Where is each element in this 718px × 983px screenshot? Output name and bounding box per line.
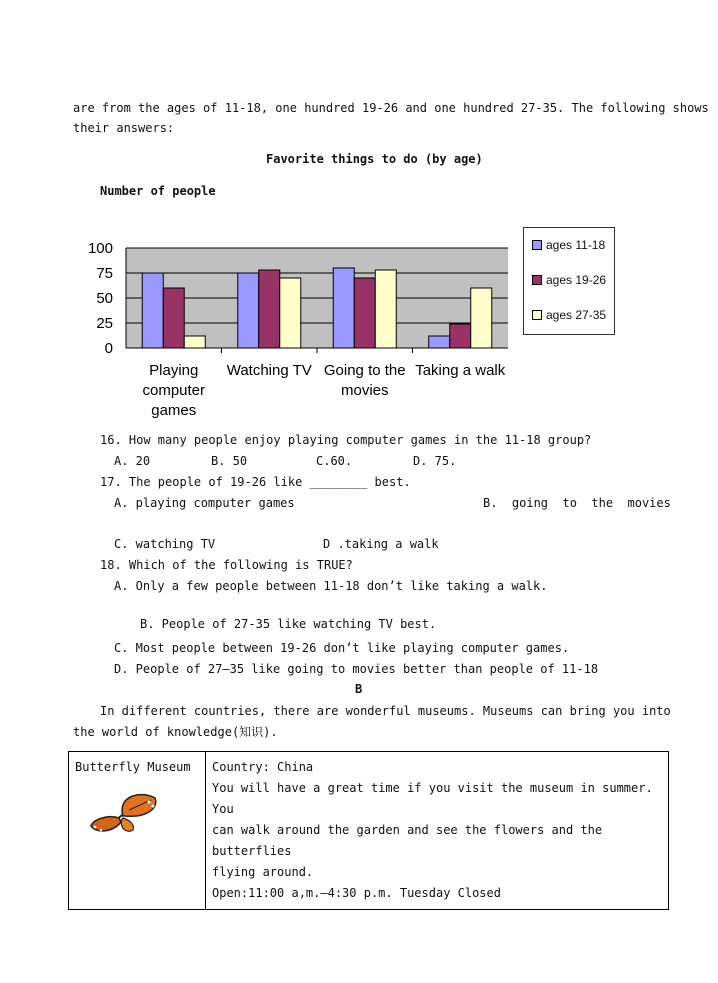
- q16-option-a: A. 20: [114, 454, 151, 468]
- chart-ylabel: Number of people: [100, 184, 216, 198]
- museum-desc-line: can walk around the garden and see the flowers and the butterflies: [212, 823, 603, 858]
- bar: [429, 336, 450, 348]
- bar: [354, 278, 375, 348]
- x-tick-label: Taking a walk: [415, 362, 506, 379]
- museum-row: [69, 752, 669, 910]
- legend-label-2: ages 19-26: [546, 273, 607, 287]
- y-tick-label: 0: [104, 340, 113, 357]
- legend-swatch-3: [532, 310, 542, 320]
- bar: [471, 288, 492, 348]
- x-tick-label: movies: [340, 382, 389, 399]
- legend-swatch-2: [532, 275, 542, 285]
- x-tick-label: games: [151, 402, 197, 419]
- chart-title: Favorite things to do (by age): [266, 152, 483, 166]
- legend-item-3: [532, 308, 606, 322]
- chart-legend: [523, 227, 615, 335]
- bar: [333, 268, 354, 348]
- museum-info-cell: [206, 752, 669, 910]
- x-tick-label: Going to the: [323, 362, 406, 379]
- q16-option-c: C.60.: [316, 454, 353, 468]
- bar: [142, 273, 163, 348]
- museum-hours: Open:11:00 a,m.—4:30 p.m. Tuesday Closed: [212, 886, 501, 900]
- bar: [238, 273, 259, 348]
- bar: [450, 324, 471, 348]
- intro-line-1: are from the ages of 11-18, one hundred 19-26 and one hundred 27-35. The following shows: [73, 101, 709, 115]
- museum-desc-line: You will have a great time if you visit the museum in summer. You: [212, 781, 653, 816]
- x-tick-label: computer: [142, 382, 206, 399]
- museum-name: Butterfly Museum: [75, 760, 191, 774]
- q16-option-d: D. 75.: [413, 454, 457, 468]
- q17-option-a: A. playing computer games: [114, 496, 295, 510]
- q17-option-d: D .taking a walk: [323, 537, 439, 551]
- y-tick-label: 50: [96, 290, 113, 307]
- bar: [280, 278, 301, 348]
- legend-item-1: [532, 238, 605, 252]
- q16-option-b: B. 50: [211, 454, 248, 468]
- legend-label-3: ages 27-35: [546, 308, 607, 322]
- intro-line-2: their answers:: [73, 121, 175, 135]
- legend-swatch-1: [532, 240, 542, 250]
- museum-name-cell: [69, 752, 206, 910]
- bar: [184, 336, 205, 348]
- q18-stem: 18. Which of the following is TRUE?: [100, 558, 353, 572]
- q18-option-b: B. People of 27-35 like watching TV best.: [140, 617, 437, 631]
- butterfly-icon: [89, 792, 161, 836]
- q17-option-c: C. watching TV: [114, 537, 216, 551]
- section-b-intro-1: In different countries, there are wonderful museums. Museums can bring you into: [100, 704, 671, 718]
- museum-table: [68, 751, 669, 910]
- bar-chart: [80, 222, 520, 422]
- y-tick-label: 75: [96, 265, 113, 282]
- x-tick-label: Playing: [149, 362, 199, 379]
- bar: [163, 288, 184, 348]
- museum-desc-line: flying around.: [212, 865, 314, 879]
- legend-item-2: [532, 273, 606, 287]
- bar: [375, 270, 396, 348]
- bar: [259, 270, 280, 348]
- q17-option-b: B. going to the movies: [483, 496, 671, 510]
- x-tick-label: Watching TV: [226, 362, 312, 379]
- q18-option-d: D. People of 27—35 like going to movies better than people of 11-18: [114, 662, 599, 676]
- museum-country: Country: China: [212, 760, 314, 774]
- q16-stem: 16. How many people enjoy playing computer games in the 11-18 group?: [100, 433, 592, 447]
- y-tick-label: 25: [96, 315, 113, 332]
- legend-label-1: ages 11-18: [546, 238, 606, 252]
- q18-option-a: A. Only a few people between 11-18 don’t like taking a walk.: [114, 579, 548, 593]
- section-b-intro-2: the world of knowledge(知识).: [73, 725, 278, 739]
- section-b-heading: B: [355, 682, 363, 696]
- q17-stem: 17. The people of 19-26 like ________ best.: [100, 475, 411, 489]
- q18-option-c: C. Most people between 19-26 don’t like playing computer games.: [114, 641, 570, 655]
- y-tick-label: 100: [87, 240, 113, 257]
